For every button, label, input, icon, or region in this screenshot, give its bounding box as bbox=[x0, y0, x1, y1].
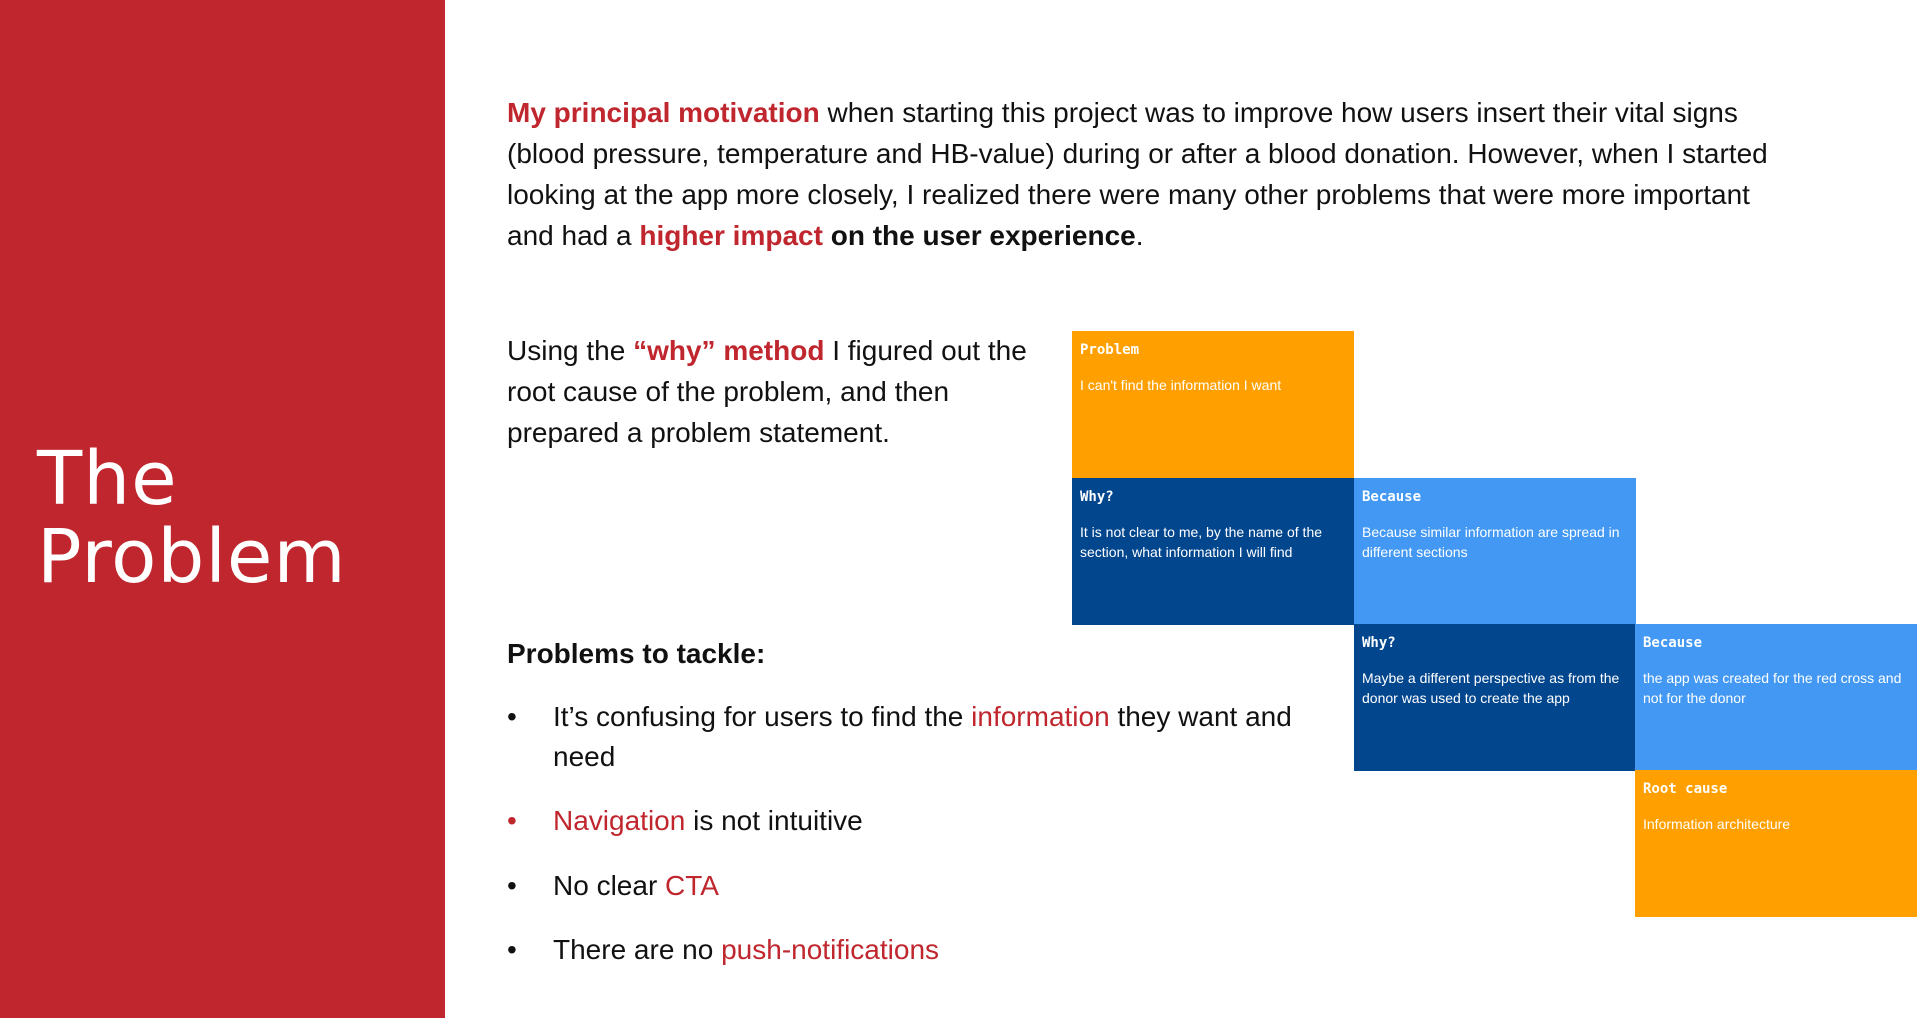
method-pre: Using the bbox=[507, 335, 634, 366]
root-cause-label: Root cause bbox=[1643, 781, 1728, 797]
why-label-1: Why? bbox=[1080, 489, 1114, 505]
item-post: they want and need bbox=[553, 701, 1292, 772]
why-box-2 bbox=[1354, 624, 1636, 771]
root-cause-box bbox=[1635, 770, 1917, 917]
problem-box bbox=[1072, 331, 1354, 478]
problems-heading: Problems to tackle: bbox=[507, 638, 766, 669]
intro-emphasis: on the user experience bbox=[822, 220, 1136, 251]
slide-title-line-1: The bbox=[37, 436, 178, 522]
intro-end: . bbox=[1135, 220, 1144, 251]
list-item bbox=[507, 697, 1317, 777]
slide-title-line-2: Problem bbox=[37, 514, 347, 600]
why-text-1: It is not clear to me, by the name of the section, what information I will find bbox=[1080, 524, 1323, 560]
problem-text: I can't find the information I want bbox=[1080, 377, 1282, 393]
item-highlight: CTA bbox=[665, 870, 719, 901]
intro-highlight: higher impact bbox=[639, 220, 823, 251]
problem-label: Problem bbox=[1080, 342, 1140, 358]
list-item bbox=[507, 866, 1317, 906]
method-highlight: “why” method bbox=[633, 335, 825, 366]
method-post: I figured out the root cause of the problem, and then prepared a problem statement. bbox=[507, 335, 1027, 448]
item-post: is not intuitive bbox=[685, 805, 863, 836]
because-label-1: Because bbox=[1362, 489, 1422, 505]
root-cause-text: Information architecture bbox=[1643, 816, 1791, 832]
bullet: • bbox=[507, 934, 517, 965]
title-sidebar bbox=[0, 0, 445, 1018]
item-highlight: push-notifications bbox=[721, 934, 940, 965]
intro-body: when starting this project was to improve how users insert their vital signs (blood pressure, temperature and HB-value) during or after a blood donation. However, when I started looking at the app more closely, I realized there were many other problems that were more important and had a bbox=[507, 97, 1768, 251]
because-text-1: Because similar information are spread in different sections bbox=[1362, 524, 1620, 560]
because-text-2: the app was created for the red cross and not for the donor bbox=[1643, 670, 1902, 706]
item-highlight: Navigation bbox=[553, 805, 686, 836]
item-pre: There are no bbox=[553, 934, 722, 965]
item-pre: No clear bbox=[553, 870, 666, 901]
why-label-2: Why? bbox=[1362, 635, 1396, 651]
problems-list bbox=[507, 697, 1317, 970]
slide-title bbox=[37, 436, 347, 600]
item-highlight: information bbox=[971, 701, 1110, 732]
because-box-2 bbox=[1635, 624, 1917, 771]
list-item bbox=[507, 801, 1317, 841]
why-text-2: Maybe a different perspective as from the donor was used to create the app bbox=[1362, 670, 1620, 706]
method-paragraph bbox=[507, 330, 1047, 453]
because-label-2: Because bbox=[1643, 635, 1703, 651]
list-item bbox=[507, 930, 1317, 970]
item-pre: It’s confusing for users to find the bbox=[553, 701, 972, 732]
intro-paragraph bbox=[507, 92, 1777, 256]
because-box-1 bbox=[1354, 478, 1636, 625]
why-box-1 bbox=[1072, 478, 1354, 625]
bullet: • bbox=[507, 805, 517, 836]
bullet: • bbox=[507, 870, 517, 901]
intro-lead: My principal motivation bbox=[507, 97, 820, 128]
bullet: • bbox=[507, 701, 517, 732]
